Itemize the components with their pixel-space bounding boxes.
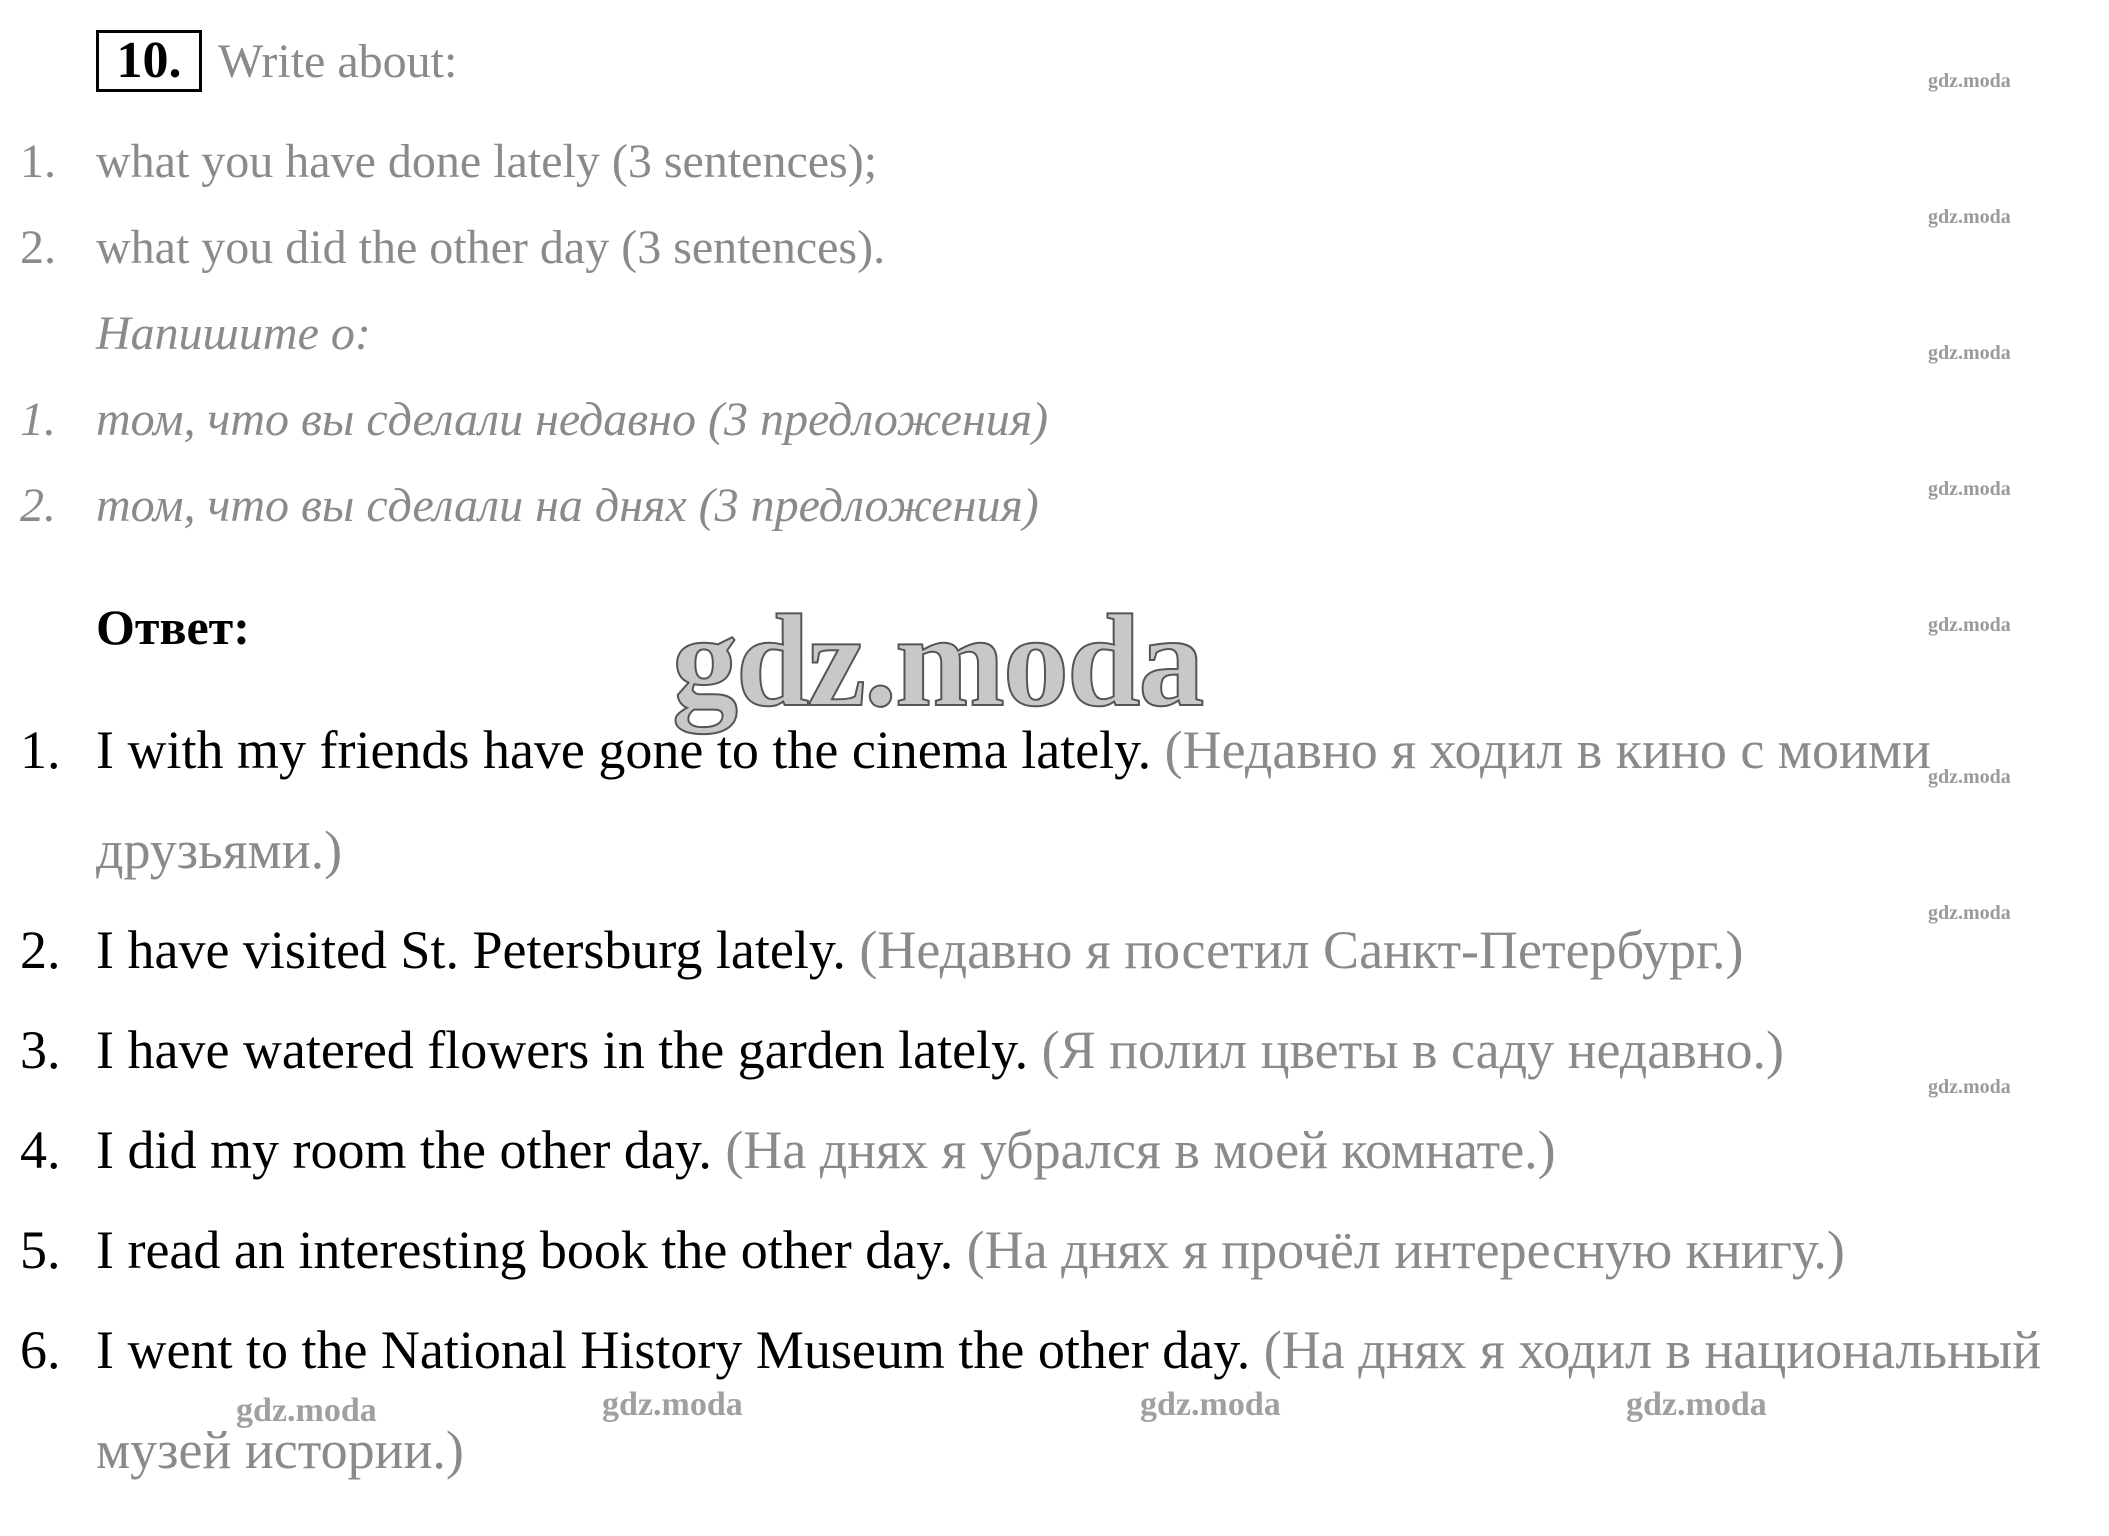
answer-number: 5.: [20, 1220, 61, 1280]
answer-body: [96, 700, 2099, 900]
answer-english: I with my friends have gone to the cinema lately.: [96, 720, 1152, 780]
answer-english: I read an interesting book the other day.: [96, 1220, 954, 1280]
exercise-prompt: Write about:: [218, 35, 458, 88]
exercise-number: 10.: [96, 30, 202, 92]
watermark-small: gdz.moda: [1928, 70, 2011, 92]
task-text: том, что вы сделали на днях (3 предложения): [96, 479, 1039, 532]
answer-body: [96, 1000, 2099, 1100]
task-text: what you did the other day (3 sentences).: [96, 221, 886, 274]
watermark-small: gdz.moda: [1928, 1076, 2011, 1098]
task-number: 1.: [20, 135, 56, 188]
watermark-small: gdz.moda: [1928, 342, 2011, 364]
watermark-bottom: gdz.moda: [1140, 1386, 1281, 1423]
answer-translation: (На днях я ходил в национальный музей истории.): [96, 1320, 2042, 1480]
answer-body: [96, 1300, 2099, 1500]
task-text: what you have done lately (3 sentences);: [96, 135, 878, 188]
answer-english: I did my room the other day.: [96, 1120, 712, 1180]
watermark-small: gdz.moda: [1928, 206, 2011, 228]
watermark-small: gdz.moda: [1928, 902, 2011, 924]
answer-body: [96, 900, 2099, 1000]
answer-number: 6.: [20, 1320, 61, 1380]
answer-translation: (Недавно я посетил Санкт-Петербург.): [859, 920, 1744, 980]
watermark-bottom: gdz.moda: [236, 1392, 377, 1429]
answer-number: 3.: [20, 1020, 61, 1080]
answer-heading: Ответ:: [96, 599, 250, 655]
task-number: 1.: [20, 393, 56, 446]
watermark-bottom: gdz.moda: [1626, 1386, 1767, 1423]
answer-translation: (Недавно я ходил в кино с моими друзьями.): [96, 720, 1931, 880]
answer-translation: (На днях я убрался в моей комнате.): [725, 1120, 1556, 1180]
task-number: 2.: [20, 479, 56, 532]
watermark-bottom: gdz.moda: [602, 1386, 743, 1423]
answer-body: [96, 1100, 2099, 1200]
answer-english: I have watered flowers in the garden lately.: [96, 1020, 1029, 1080]
answer-translation: (Я полил цветы в саду недавно.): [1041, 1020, 1785, 1080]
answer-translation: (На днях я прочёл интересную книгу.): [966, 1220, 1845, 1280]
watermark-small: gdz.moda: [1928, 766, 2011, 788]
task-text: том, что вы сделали недавно (3 предложения): [96, 393, 1049, 446]
watermark-small: gdz.moda: [1928, 478, 2011, 500]
answer-number: 2.: [20, 920, 61, 980]
answer-body: [96, 1200, 2099, 1300]
task-number: 2.: [20, 221, 56, 274]
prompt-ru-text: Напишите о:: [96, 307, 371, 360]
answer-number: 4.: [20, 1120, 61, 1180]
answer-english: I have visited St. Petersburg lately.: [96, 920, 846, 980]
watermark-small: gdz.moda: [1928, 614, 2011, 636]
answer-number: 1.: [20, 720, 61, 780]
watermark-large: gdz.moda: [672, 587, 1203, 734]
answer-english: I went to the National History Museum the other day.: [96, 1320, 1251, 1380]
